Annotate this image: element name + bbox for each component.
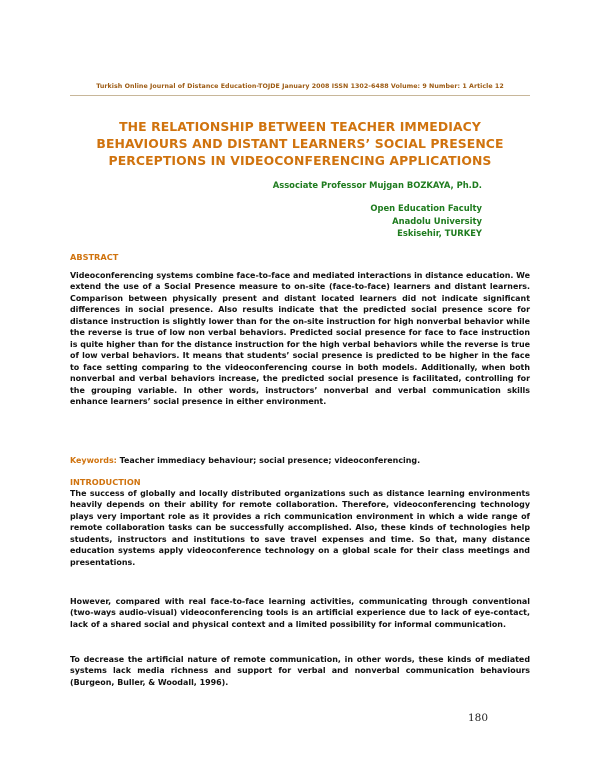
keywords-label: Keywords: bbox=[70, 456, 117, 465]
abstract-text: Videoconferencing systems combine face-to-face and mediated interactions in distance education. We extend the use of a Social Presence measure to on-site (face-to-face) learners and distant learners. Comparison between physically present and distant located learners did not indicate significant differences in social presence. Also results indicate that the predicted social presence score for distance instruction is slightly lower than for the on-site instruction for high nonverbal behavior while the reverse is true of low non verbal behaviors. Predicted social presence for face to face instruction is quite higher than for the distance instruction for the high verbal behaviors while the reverse is true of low verbal behaviors. It means that students’ social presence is predicted to be higher in the face to face setting comparing to the videoconferencing course in both models. Additionally, when both nonverbal and verbal behaviors increase, the predicted social presence is facilitated, controlling for the grouping variable. In other words, instructors’ nonverbal and verbal communication skills enhance learners’ social presence in either environment. bbox=[70, 271, 531, 406]
page-number: 180 bbox=[468, 712, 489, 724]
intro-paragraph-3: To decrease the artificial nature of remote communication, in other words, these kinds of mediated systems lack media richness and support for verbal and nonverbal communication behaviours (Burgeon, Buller, & Woodall, 1996). bbox=[70, 655, 530, 687]
author-line: Associate Professor Mujgan BOZKAYA, Ph.D. bbox=[272, 180, 482, 190]
paper-title: THE RELATIONSHIP BETWEEN TEACHER IMMEDIACY BEHAVIOURS AND DISTANT LEARNERS’ SOCIAL PRESENCE PERCEPTIONS IN VIDEOCONFERENCING APPLICATIONS bbox=[96, 119, 504, 168]
keywords-text: Teacher immediacy behaviour; social presence; videoconferencing. bbox=[119, 456, 421, 465]
header-divider bbox=[70, 95, 530, 96]
affiliation-university: Anadolu University bbox=[392, 215, 482, 226]
journal-header: Turkish Online Journal of Distance Education-TOJDE January 2008 ISSN 1302-6488 Volume: 9 Number: 1 Article 12 bbox=[96, 83, 504, 90]
keywords-line bbox=[70, 456, 420, 465]
intro-paragraph-1: The success of globally and locally distributed organizations such as distance learning environments heavily depends on their ability for remote collaboration. Therefore, videoconferencing technology plays very important role as it provides a rich communication environment in which a wide range of remote collaboration tasks can be successfully accomplished. Also, these kinds of technologies help students, instructors and institutions to save travel expenses and time. So that, many distance education systems apply videoconference technology on a global scale for their class meetings and presentations. bbox=[70, 489, 530, 567]
affiliation-faculty: Open Education Faculty bbox=[370, 203, 482, 213]
affiliation bbox=[370, 202, 482, 240]
intro-paragraph-2: However, compared with real face-to-face learning activities, communicating through conventional (two-ways audio-visual) videoconferencing tools is an artificial experience due to lack of eye-contact, lack of a shared social and physical context and a limited possibility for informal communication. bbox=[70, 597, 530, 629]
affiliation-location: Eskisehir, TURKEY bbox=[397, 228, 482, 238]
abstract-heading: ABSTRACT bbox=[70, 252, 119, 262]
introduction-heading: INTRODUCTION bbox=[70, 477, 141, 487]
